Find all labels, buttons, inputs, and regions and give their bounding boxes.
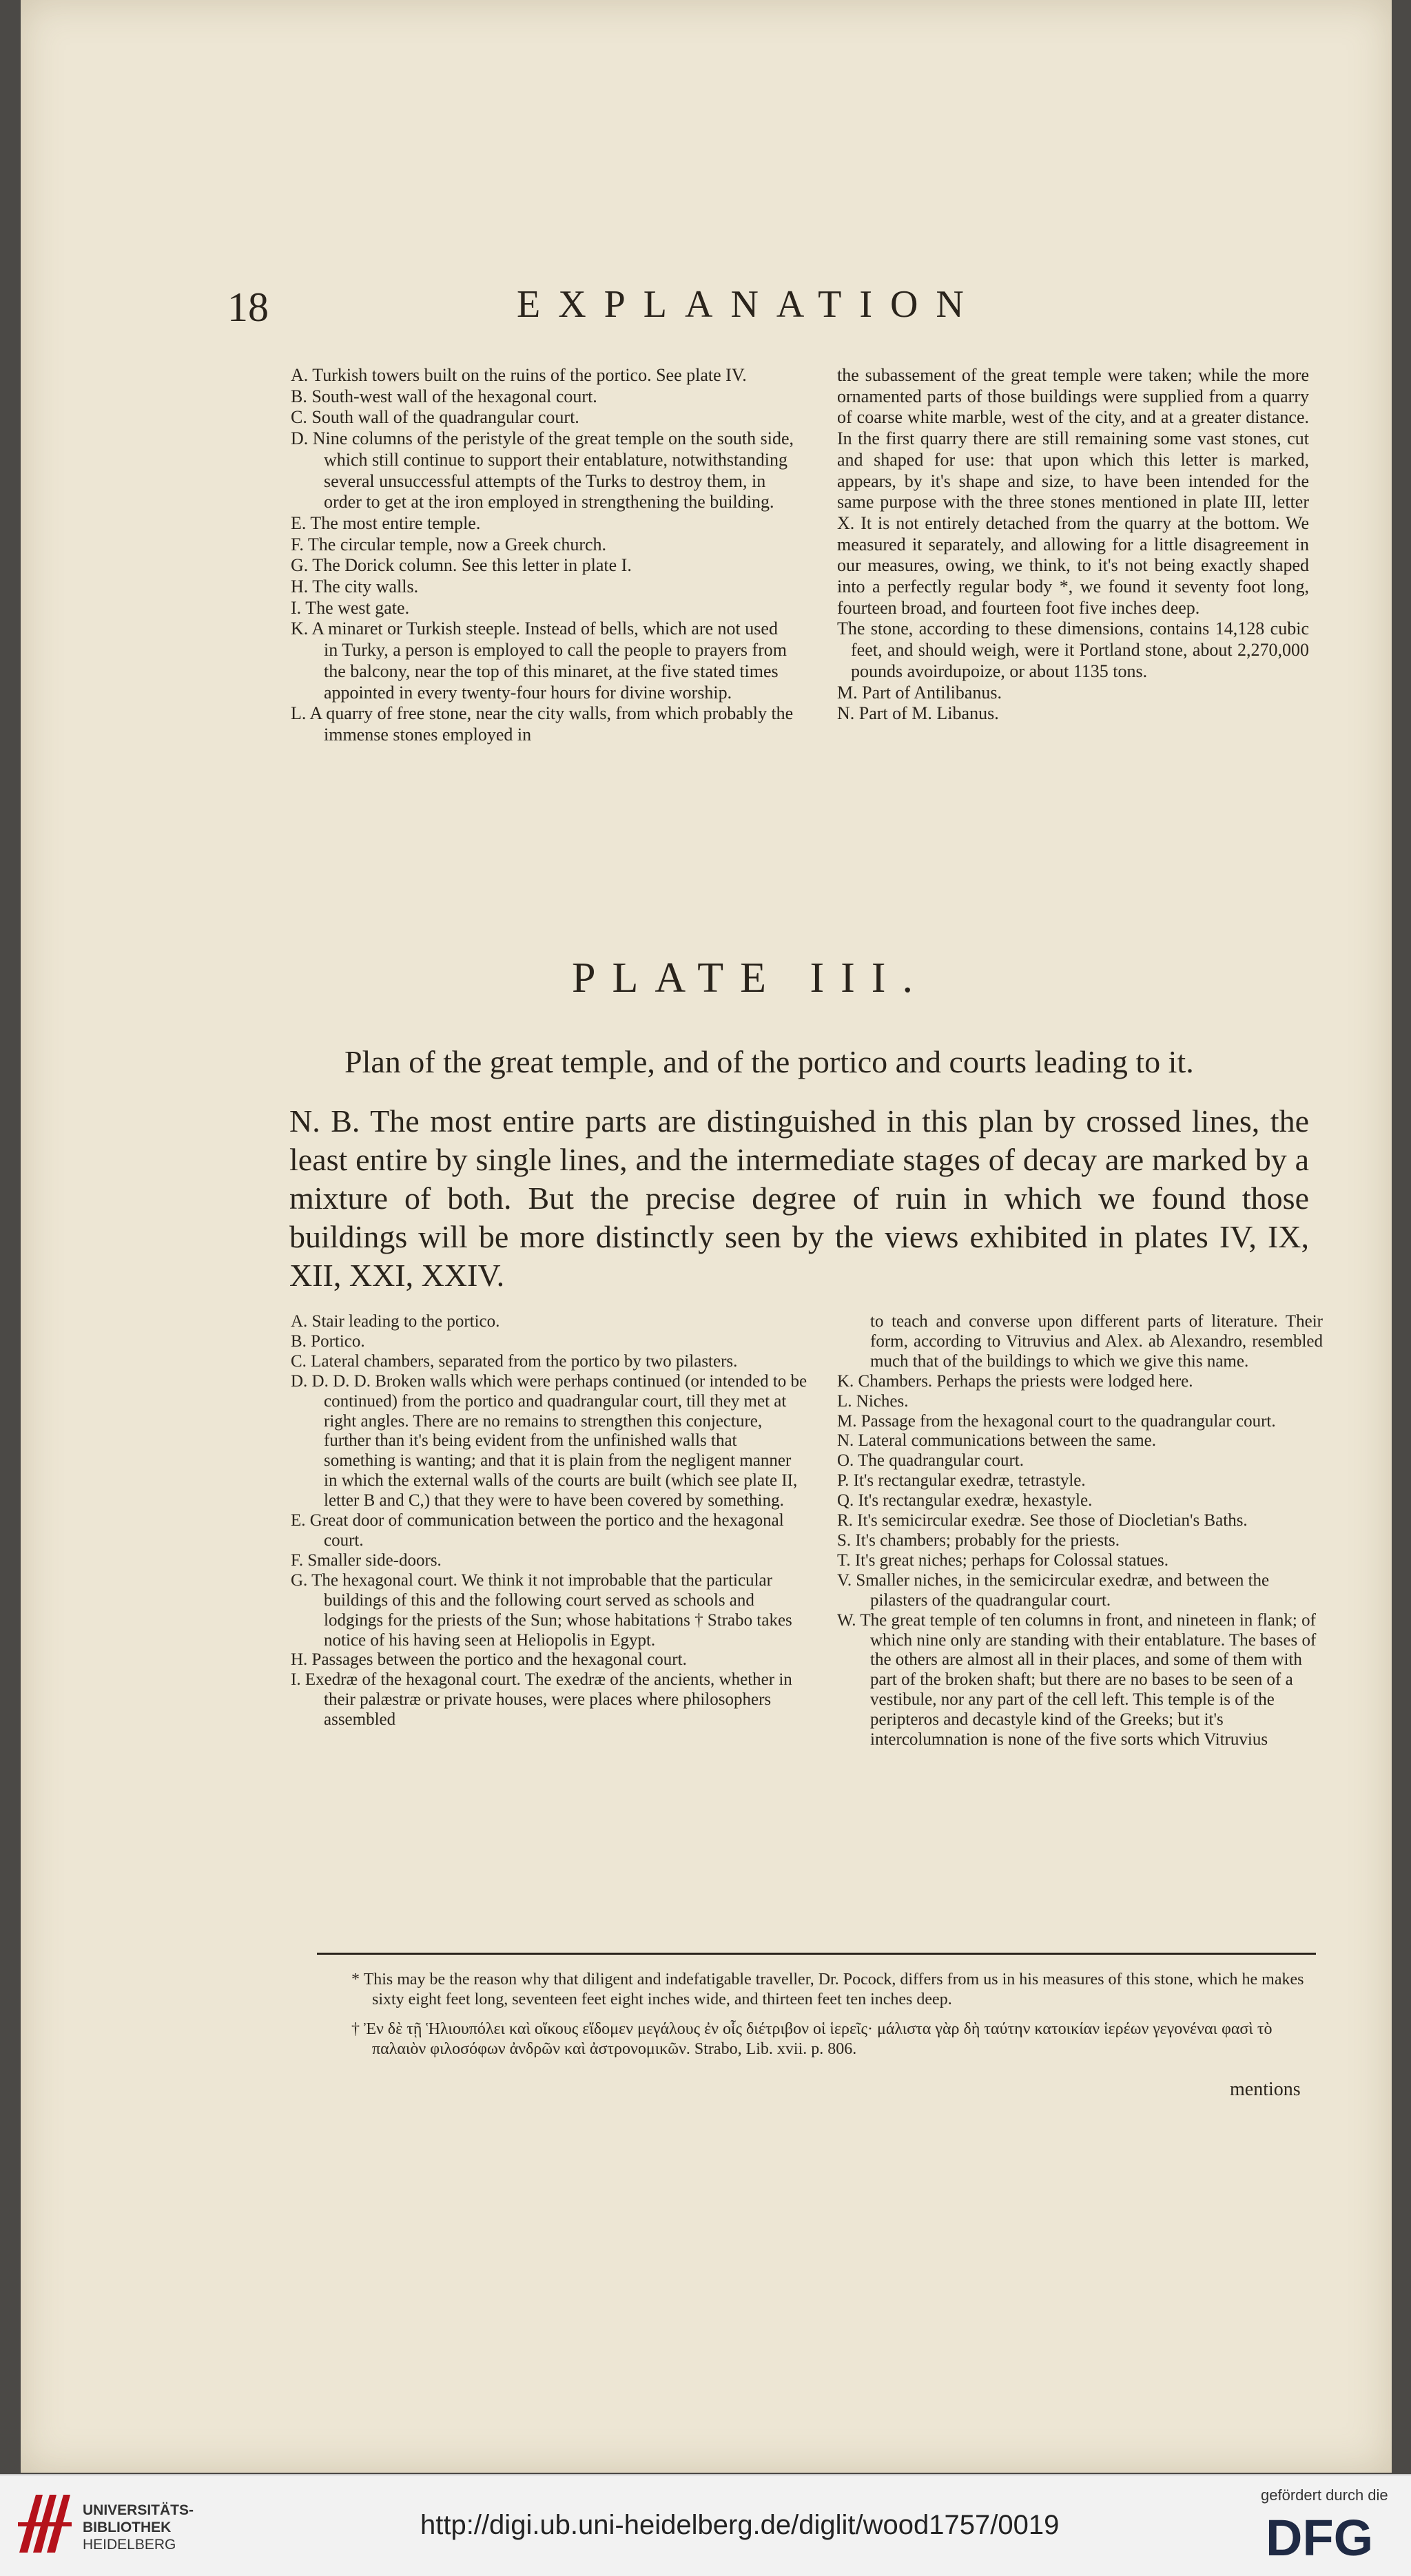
institution-city: HEIDELBERG <box>83 2537 176 2553</box>
legend-item: O. The quadrangular court. <box>837 1451 1024 1471</box>
legend-item: M. Part of Antilibanus. <box>837 682 1002 703</box>
legend-column-bottom-right <box>837 1312 1323 1750</box>
university-seal-icon <box>15 2489 76 2558</box>
legend-item: B. Portico. <box>291 1331 365 1351</box>
legend-item: D. D. D. D. Broken walls which were perhaps continued (or intended to be continued) from the portico and quadrangular court, till they met at right angles. There are no remains to strengthen this conjecture, further than it's being evident from the unfinished walls that something is wanting; and that it is plain from the negligent manner in which the external walls of the courts are built (which see plate II, letter B and C,) that they were to have been covered by something. <box>291 1371 807 1510</box>
legend-item: G. The hexagonal court. We think it not improbable that the particular buildings of this and the following court served as schools and lodgings for the priests of the Sun; whose habitations † Strabo takes notice of his having seen at Heliopolis in Egypt. <box>291 1570 792 1650</box>
legend-column-bottom-left <box>291 1312 807 1730</box>
legend-item: B. South-west wall of the hexagonal court. <box>291 386 597 406</box>
legend-item: E. The most entire temple. <box>291 512 481 533</box>
legend-item: A. Stair leading to the portico. <box>291 1312 500 1331</box>
legend-item: P. It's rectangular exedræ, tetrastyle. <box>837 1471 1086 1490</box>
legend-item: K. Chambers. Perhaps the priests were lodged here. <box>837 1371 1193 1391</box>
page-number: 18 <box>227 284 269 330</box>
legend-item: Q. It's rectangular exedræ, hexastyle. <box>837 1491 1093 1510</box>
legend-item: F. Smaller side-doors. <box>291 1550 442 1570</box>
legend-item: L. Niches. <box>837 1391 909 1411</box>
institution-line: UNIVERSITÄTS- <box>83 2502 194 2518</box>
dfg-logo-icon <box>1264 2511 1395 2561</box>
catchword: mentions <box>1230 2079 1301 2100</box>
nota-bene-paragraph: N. B. The most entire parts are distinguished in this plan by crossed lines, the least entire by single lines, and the intermediate stages of decay are marked by a mixture of both. But the precise degree of ruin in which we found those buildings will be more distinctly seen by the views exhibited in plates IV, IX, XII, XXI, XXIV. <box>289 1103 1309 1293</box>
funder-note: gefördert durch die <box>1261 2486 1388 2504</box>
viewer-footer <box>0 2474 1411 2576</box>
legend-item: N. Lateral communications between the same. <box>837 1431 1157 1451</box>
running-title: EXPLANATION <box>517 283 982 326</box>
legend-item: N. Part of M. Libanus. <box>837 703 999 724</box>
continuation-paragraph: to teach and converse upon different parts of literature. Their form, according to Vitruvius and Alex. ab Alexandro, resembled much that of the buildings to which we give this name. <box>870 1312 1323 1371</box>
plate-subtitle: Plan of the great temple, and of the portico and courts leading to it. <box>344 1044 1194 1079</box>
permalink-url[interactable]: http://digi.ub.uni-heidelberg.de/diglit/wood1757/0019 <box>420 2510 1060 2540</box>
legend-item: E. Great door of communication between the portico and the hexagonal court. <box>291 1511 784 1550</box>
legend-item: W. The great temple of ten columns in front, and nineteen in flank; of which nine only are standing with their entablature. The bases of the others are almost all in their places, and some of them with part of the broken shaft; but there are no bases to be seen of a vestibule, nor any part of the cell left. This temple is of the peripteros and decastyle kind of the Greeks; but it's intercolumnation is none of the five sorts which Vitruvius <box>837 1610 1317 1749</box>
legend-item: C. Lateral chambers, separated from the portico by two pilasters. <box>291 1351 738 1371</box>
legend-item: V. Smaller niches, in the semicircular exedræ, and between the pilasters of the quadrangular court. <box>837 1570 1270 1610</box>
book-page <box>21 0 1392 2473</box>
institution-name <box>83 2502 194 2553</box>
footnote: † Ἐν δὲ τῇ Ἡλιουπόλει καὶ οἴκους εἴδομεν μεγάλους ἐν οἷς διέτριβον οἱ ἱερεῖς· μάλιστα γὰρ δὴ ταύτην κατοικίαν ἱερέων γεγονέναι φασὶ τὸ παλαιὸν φιλοσόφων ἀνδρῶν καὶ ἀστρονομικῶν. Strabo, Lib. xvii. p. 806. <box>351 2020 1273 2058</box>
legend-column-top-right <box>837 365 1309 725</box>
legend-item: F. The circular temple, now a Greek church. <box>291 534 607 554</box>
legend-item: G. The Dorick column. See this letter in plate I. <box>291 555 632 576</box>
legend-item: H. Passages between the portico and the hexagonal court. <box>291 1650 687 1670</box>
legend-item: C. South wall of the quadrangular court. <box>291 407 579 428</box>
dfg-logo-text: DFG <box>1266 2511 1374 2561</box>
plate-heading: PLATE III. <box>572 955 929 1001</box>
legend-item: R. It's semicircular exedræ. See those of Diocletian's Baths. <box>837 1511 1248 1530</box>
legend-item: L. A quarry of free stone, near the city walls, from which probably the immense stones employed in <box>291 703 794 745</box>
legend-item: H. The city walls. <box>291 577 419 597</box>
institution-line: BIBLIOTHEK <box>83 2520 172 2535</box>
stone-weight-paragraph: The stone, according to these dimensions, contains 14,128 cubic feet, and should weigh, were it Portland stone, about 2,270,000 pounds avoirdupoize, or about 1135 tons. <box>837 619 1309 681</box>
legend-item: T. It's great niches; perhaps for Colossal statues. <box>837 1550 1169 1570</box>
legend-item: S. It's chambers; probably for the priests. <box>837 1530 1120 1550</box>
footnote: * This may be the reason why that diligent and indefatigable traveller, Dr. Pocock, differs from us in his measures of this stone, which he makes sixty eight feet long, seventeen feet eight inches wide, and thirteen feet ten inches deep. <box>351 1971 1304 2008</box>
legend-item: M. Passage from the hexagonal court to the quadrangular court. <box>837 1411 1276 1431</box>
legend-column-top-left <box>291 365 794 746</box>
legend-item: K. A minaret or Turkish steeple. Instead of bells, which are not used in Turky, a person is employed to call the people to prayers from the balcony, near the top of this minaret, at the five stated times appointed in every twenty-four hours for divine worship. <box>291 619 787 703</box>
legend-item: I. Exedræ of the hexagonal court. The exedræ of the ancients, whether in their palæstræ or private houses, were places where philosophers assembled <box>291 1670 792 1730</box>
legend-item: I. The west gate. <box>291 597 410 618</box>
legend-item: D. Nine columns of the peristyle of the great temple on the south side, which still continue to support their entablature, notwithstanding several unsuccessful attempts of the Turks to destroy them, in order to get at the iron employed in strengthening the building. <box>291 428 794 512</box>
footnotes <box>351 1970 1316 2069</box>
footnote-divider <box>317 1953 1316 1955</box>
continuation-paragraph: the subassement of the great temple were taken; while the more ornamented parts of those buildings were supplied from a quarry of coarse white marble, west of the city, and at a greater distance. In the first quarry there are still remaining some vast stones, cut and shaped for use: that upon which this letter is marked, appears, by it's shape and size, to have been intended for the same purpose with the three stones mentioned in plate III, letter X. It is not entirely detached from the quarry at the bottom. We measured it separately, and allowing for a little disagreement in our measures, owing, we think, to it's not being exactly shaped into a perfectly regular body *, we found it seventy foot long, fourteen broad, and fourteen foot five inches deep. <box>837 365 1309 618</box>
legend-item: A. Turkish towers built on the ruins of the portico. See plate IV. <box>291 365 747 385</box>
